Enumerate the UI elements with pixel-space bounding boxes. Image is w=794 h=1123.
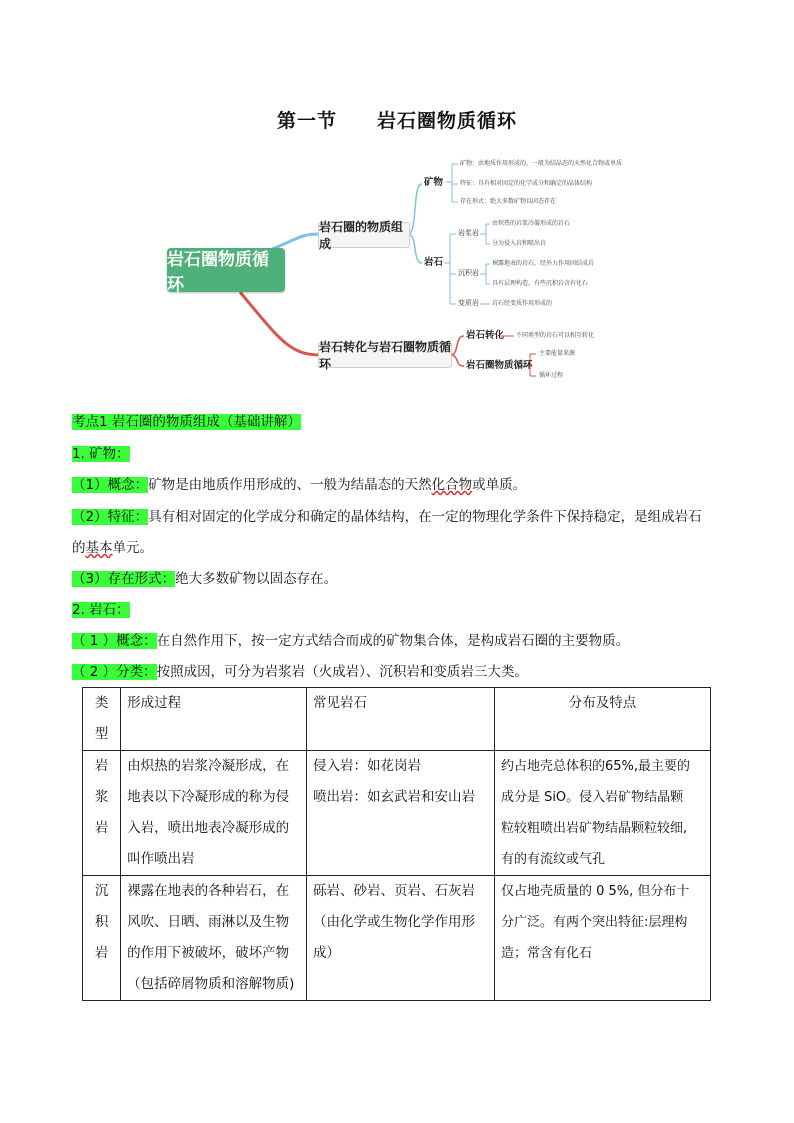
mind-map-mineral: 矿物 <box>424 177 444 188</box>
mineral-existence-label: （3）存在形式： <box>72 571 176 587</box>
mind-map-magmatic-item: 由炽热的岩浆冷凝形成的岩石 <box>492 220 571 227</box>
table-cell-process: 由炽热的岩浆冷凝形成，在 地表以下冷凝形成的称为侵 入岩，喷出地表冷凝形成的 叫作喷出岩 <box>121 751 307 876</box>
rock-concept-label: （ 1 ）概念： <box>72 633 157 649</box>
mind-map-metamorphic-item: 岩石经变质作用形成的 <box>492 300 553 307</box>
mind-map-rock-transform-item: 不同类型的岩石可以相互转化 <box>516 332 595 339</box>
rock-type-table <box>82 687 711 1001</box>
title-part1: 第一节 <box>276 110 337 132</box>
table-header-row <box>83 688 711 751</box>
mind-map <box>150 150 630 390</box>
mind-map-mineral-item: 存在形式：绝大多数矿物以固态存在 <box>460 198 557 205</box>
table-row <box>83 751 711 876</box>
mind-map-mineral-item: 矿物：由地质作用形成的、一般为结晶态的天然化合物或单质 <box>460 160 623 167</box>
mineral-feature: （2）特征：具有相对固定的化学成分和确定的晶体结构，在一定的物理化学条件下保持稳定，是组成岩石 <box>72 509 702 525</box>
table-header-examples: 常见岩石 <box>307 688 495 751</box>
mind-map-sedimentary-item: 裸露地表的岩石，经外力作用固结成岩 <box>492 260 595 267</box>
table-cell-examples: 砾岩、砂岩、页岩、石灰岩 （由化学或生物化学作用形 成） <box>307 876 495 1001</box>
table-cell-examples: 侵入岩：如花岗岩 喷出岩：如玄武岩和安山岩 <box>307 751 495 876</box>
table-cell-features: 约占地壳总体积的65%,最主要的 成分是 SiO。侵入岩矿物结晶颗 粒较粗喷出岩矿物结晶颗粒较细, 有的有流纹或气孔 <box>494 751 710 876</box>
mineral-heading: 1. 矿物： <box>72 446 130 462</box>
mineral-concept: （1）概念：矿物是由地质作用形成的、一般为结晶态的天然化合物或单质。 <box>72 477 527 493</box>
rock-concept: （ 1 ）概念：在自然作用下，按一定方式结合而成的矿物集合体，是构成岩石圈的主要物质。 <box>72 633 630 649</box>
table-header-features: 分布及特点 <box>494 688 710 751</box>
table-header-process: 形成过程 <box>121 688 307 751</box>
section-heading: 考点1 岩石圈的物质组成（基础讲解） <box>72 414 301 430</box>
mind-map-magmatic-item: 分为侵入岩和喷出岩 <box>492 240 547 247</box>
mind-map-cycle-item: 主要能量来源 <box>539 350 576 357</box>
rock-classification: （ 2 ）分类：按照成因，可分为岩浆岩（火成岩）、沉积岩和变质岩三大类。 <box>72 664 528 680</box>
page-title <box>0 106 794 133</box>
table-cell-features: 仅占地壳质量的 0 5%, 但分布十 分广泛。有两个突出特征:层理构 造；常含有化石 <box>494 876 710 1001</box>
mind-map-rock-transform: 岩石转化 <box>466 330 505 341</box>
mind-map-cycle: 岩石圈物质循环 <box>466 360 533 371</box>
title-part2: 岩石圈物质循环 <box>377 110 518 132</box>
mind-map-branch-cycle: 岩石转化与岩石圈物质循环 <box>319 340 452 371</box>
mind-map-rock: 岩石 <box>424 257 444 268</box>
table-cell-process: 裸露在地表的各种岩石，在 风吹、日晒、雨淋以及生物 的作用下被破坏，破坏产物 （包括碎屑物质和溶解物质) <box>121 876 307 1001</box>
mind-map-branch-composition: 岩石圈的物质组成 <box>318 222 410 248</box>
mind-map-cycle-item: 循环过程 <box>539 372 564 379</box>
mind-map-mineral-item: 特征：具有相对固定的化学成分和确定的晶体结构 <box>460 180 593 187</box>
mind-map-sedimentary-item: 具有层理构造，有些沉积岩含有化石 <box>492 280 589 287</box>
rock-classification-label: （ 2 ）分类： <box>72 664 157 680</box>
mineral-existence: （3）存在形式：绝大多数矿物以固态存在。 <box>72 571 338 587</box>
rock-heading: 2. 岩石： <box>72 602 130 618</box>
mind-map-root: 岩石圈物质循环 <box>167 248 285 292</box>
mind-map-sedimentary: 沉积岩 <box>458 269 479 277</box>
table-row <box>83 876 711 1001</box>
table-header-type: 类型 <box>83 688 121 751</box>
table-cell-type: 岩浆岩 <box>83 751 121 876</box>
mind-map-metamorphic: 变质岩 <box>458 299 479 307</box>
table-cell-type: 沉积岩 <box>83 876 121 1001</box>
mineral-feature-label: （2）特征： <box>72 509 149 525</box>
mineral-concept-label: （1）概念： <box>72 477 149 493</box>
mind-map-magmatic: 岩浆岩 <box>458 229 479 237</box>
mineral-feature-cont: 的基本单元。 <box>72 540 153 556</box>
